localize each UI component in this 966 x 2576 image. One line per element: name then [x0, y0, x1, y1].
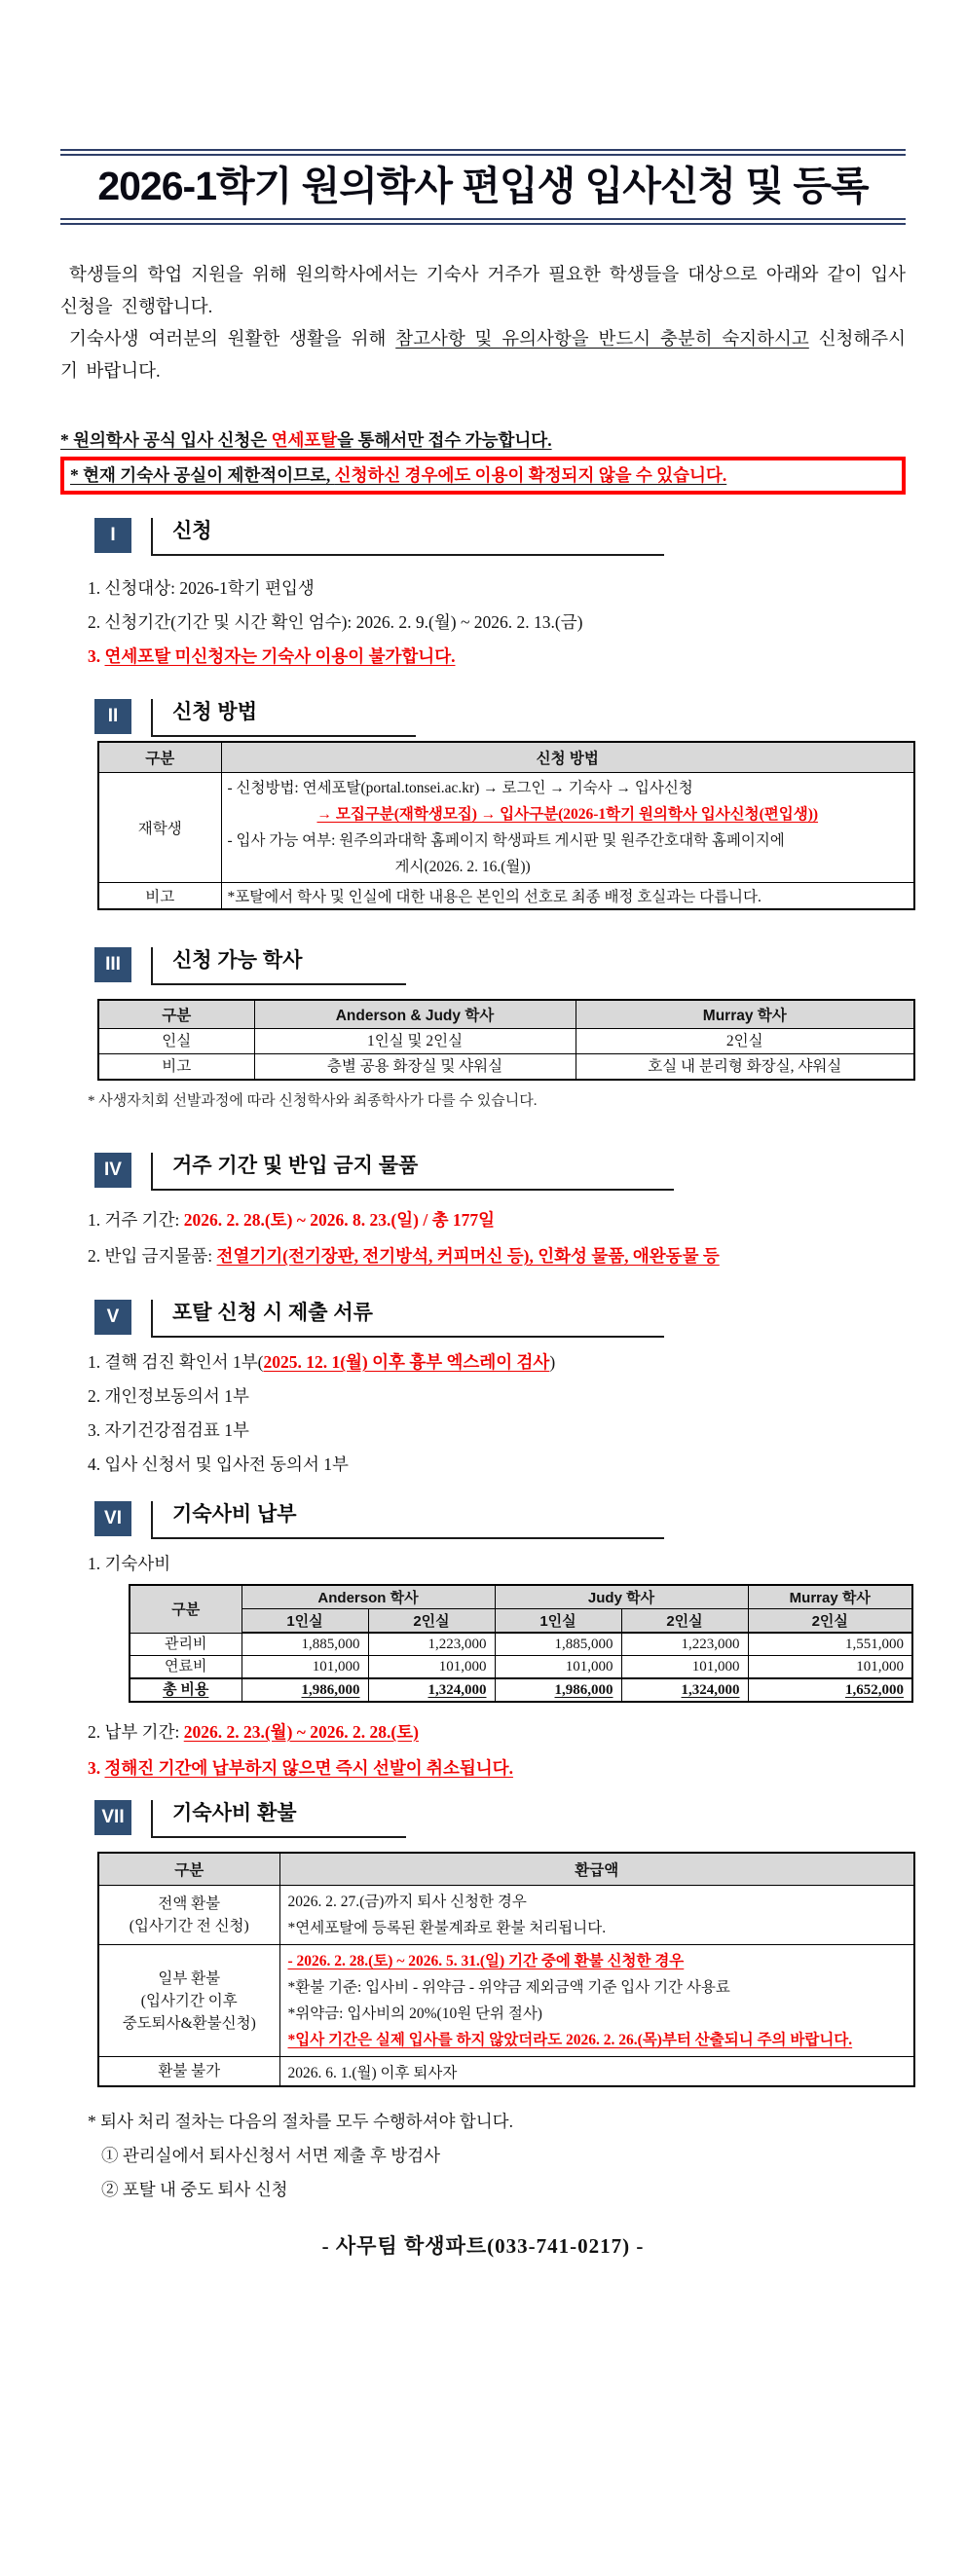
fee-cell — [621, 1678, 748, 1702]
section-6-items — [88, 1714, 906, 1786]
notice2-black: * 현재 기숙사 공실이 제한적이므로, — [70, 465, 335, 485]
payment-period — [88, 1714, 906, 1750]
notice2-red: 신청하신 경우에도 이용이 확정되지 않을 수 있습니다. — [334, 465, 727, 485]
fee-group-anderson: Anderson 학사 — [242, 1585, 495, 1609]
application-warning-num: 3. — [88, 646, 105, 666]
refund-row-partial — [98, 1945, 914, 2057]
section-1-badge: I — [94, 518, 131, 553]
fee-cell: 101,000 — [748, 1656, 912, 1679]
fee-group-header-row — [130, 1585, 912, 1609]
fee-group-judy: Judy 학사 — [495, 1585, 748, 1609]
section-4-title: 거주 기간 및 반입 금지 물품 — [172, 1155, 419, 1177]
dorm-col-category: 구분 — [98, 1000, 254, 1029]
section-application — [60, 518, 906, 674]
dorm-table — [97, 999, 915, 1081]
dorm-note-murray: 호실 내 분리형 화장실, 샤워실 — [576, 1054, 914, 1081]
fee-fuel-label: 연료비 — [130, 1656, 242, 1679]
refund-table — [97, 1852, 915, 2087]
fee-cell: 1,885,000 — [495, 1633, 621, 1656]
dorm-table-header-row — [98, 1000, 914, 1029]
doc-health-checklist: 3. 자기건강점검표 1부 — [88, 1420, 249, 1440]
dorm-note-label: 비고 — [98, 1054, 254, 1081]
section-1-header — [94, 518, 906, 556]
section-2-badge: II — [94, 699, 131, 734]
section-3-badge: III — [94, 947, 131, 982]
fee-cell: 101,000 — [495, 1656, 621, 1679]
doc1-red: 2025. 12. 1(월) 이후 흉부 엑스레이 검사 — [263, 1352, 550, 1372]
refund-full-label-line1: 전액 환불 — [158, 1895, 221, 1912]
refund-none-label: 환불 불가 — [98, 2057, 279, 2087]
section-6-title: 기숙사비 납부 — [172, 1503, 297, 1526]
section-dorms — [60, 947, 906, 1112]
fee-cell — [495, 1678, 621, 1702]
section-method — [60, 699, 906, 910]
fee-total-value: 1,324,000 — [681, 1682, 740, 1698]
method-col-category: 구분 — [98, 742, 221, 773]
dorm-note-aj: 층별 공용 화장실 및 샤워실 — [254, 1054, 576, 1081]
application-target: 1. 신청대상: 2026-1학기 편입생 — [88, 578, 315, 598]
intro-p2-underlined: 참고사항 및 유의사항을 반드시 충분히 숙지하시고 — [395, 330, 809, 350]
section-2-title: 신청 방법 — [172, 701, 257, 723]
fee-total-value: 1,986,000 — [301, 1682, 360, 1698]
doc-tb-certificate — [88, 1345, 906, 1380]
fee-total-label-text: 총 비용 — [163, 1682, 209, 1698]
residence-period-dates: 2026. 2. 28.(토) ~ 2026. 8. 23.(일) / 총 177일 — [183, 1210, 496, 1230]
section-7-header — [94, 1800, 906, 1838]
method-row-note — [98, 883, 914, 910]
contact-footer: - 사무팀 학생파트(033-741-0217) - — [321, 2234, 645, 2258]
fee-sub-murray-2: 2인실 — [748, 1609, 912, 1634]
refund-full-condition: 2026. 2. 27.(금)까지 퇴사 신청한 경우 — [287, 1894, 527, 1910]
section-5-title: 포탈 신청 시 제출 서류 — [172, 1302, 373, 1324]
notice1-suffix: 을 통해서만 접수 가능합니다. — [337, 430, 552, 450]
method-table — [97, 741, 915, 910]
residence-period — [88, 1202, 906, 1238]
section-5-badge: V — [94, 1300, 131, 1335]
method-col-method: 신청 방법 — [221, 742, 914, 773]
doc-application-consent: 4. 입사 신청서 및 입사전 동의서 1부 — [88, 1454, 349, 1474]
intro-paragraph-1: 학생들의 학업 지원을 위해 원의학사에서는 기숙사 거주가 필요한 학생들을 대상으로 아래와 같이 입사 신청을 진행합니다. — [60, 266, 906, 317]
checkout-step-1: ① 관리실에서 퇴사신청서 서면 제출 후 방검사 — [101, 2146, 441, 2165]
intro-p2-suffix: 신청해주시기 바랍니다. — [60, 330, 907, 382]
checkout-step-2: ② 포탈 내 중도 퇴사 신청 — [101, 2180, 288, 2199]
doc1-prefix: 1. 결핵 검진 확인서 1부( — [88, 1352, 264, 1372]
payment-period-label: 2. 납부 기간: — [88, 1722, 184, 1742]
section-7-badge: VII — [94, 1800, 131, 1835]
fee-sub-anderson-1: 1인실 — [242, 1609, 368, 1634]
fee-cell: 1,223,000 — [621, 1633, 748, 1656]
refund-row-full — [98, 1886, 914, 1945]
intro-p2-prefix: 기숙사생 여러분의 원활한 생활을 위해 — [69, 330, 396, 350]
application-warning-text: 연세포탈 미신청자는 기숙사 이용이 불가합니다. — [104, 646, 456, 666]
section-5-items — [88, 1345, 906, 1482]
section-documents — [60, 1300, 906, 1482]
doc1-suffix: ) — [549, 1352, 556, 1372]
method-table-header-row — [98, 742, 914, 773]
refund-partial-formula: *환불 기준: 입사비 - 위약금 - 위약금 제외금액 기준 입사 기간 사용료 — [287, 1979, 730, 1996]
section-payment — [60, 1501, 906, 1786]
intro-section — [60, 260, 906, 388]
dorm-row-capacity — [98, 1029, 914, 1054]
section-refund — [60, 1800, 906, 2207]
fee-subtitle: 1. 기숙사비 — [88, 1554, 171, 1573]
payment-warning-text: 정해진 기간에 납부하지 않으면 즉시 선발이 취소됩니다. — [104, 1758, 513, 1778]
section-3-header — [94, 947, 906, 985]
refund-row-none — [98, 2057, 914, 2087]
section-1-title-wrap — [151, 518, 664, 556]
section-1-items — [88, 571, 906, 674]
dorm-capacity-aj: 1인실 및 2인실 — [254, 1029, 576, 1054]
prohibited-items-label: 2. 반입 금지물품: — [88, 1246, 217, 1266]
fee-cell — [368, 1678, 495, 1702]
refund-col-category: 구분 — [98, 1853, 279, 1886]
intro-paragraph-2 — [60, 324, 906, 388]
fee-total-value: 1,652,000 — [845, 1682, 904, 1698]
refund-full-label — [98, 1886, 279, 1945]
refund-none-text: 2026. 6. 1.(월) 이후 퇴사자 — [279, 2057, 914, 2087]
fee-cell: 1,885,000 — [242, 1633, 368, 1656]
refund-full-account-note: *연세포탈에 등록된 환불계좌로 환불 처리됩니다. — [287, 1920, 607, 1936]
refund-partial-content — [279, 1945, 914, 2057]
payment-warning-num: 3. — [88, 1758, 105, 1778]
refund-col-amount: 환급액 — [279, 1853, 914, 1886]
notice-vacancy-warning-box — [60, 457, 906, 495]
method-result-date: 게시(2026. 2. 16.(월)) — [394, 859, 531, 875]
fee-cell: 1,551,000 — [748, 1633, 912, 1656]
fee-subheader-row — [130, 1609, 912, 1634]
title-banner — [60, 149, 906, 225]
fee-cell: 101,000 — [368, 1656, 495, 1679]
section-4-items — [88, 1202, 906, 1274]
fee-cell — [242, 1678, 368, 1702]
refund-partial-label-line1: 일부 환불 — [158, 1969, 221, 1987]
application-period: 2. 신청기간(기간 및 시간 확인 엄수): 2026. 2. 9.(월) ~ 2026. 2. 13.(금) — [88, 612, 583, 632]
payment-period-dates: 2026. 2. 23.(월) ~ 2026. 2. 28.(토) — [183, 1722, 419, 1742]
dorm-col-anderson-judy: Anderson & Judy 학사 — [254, 1000, 576, 1029]
section-5-header — [94, 1300, 906, 1338]
notice1-highlight: 연세포탈 — [271, 430, 338, 450]
section-7-title-wrap — [151, 1800, 406, 1838]
dorm-capacity-label: 인실 — [98, 1029, 254, 1054]
section-6-badge: VI — [94, 1501, 131, 1536]
section-2-header — [94, 699, 906, 737]
method-row-enrolled — [98, 773, 914, 883]
method-note-text: *포탈에서 학사 및 인실에 대한 내용은 본인의 선호로 최종 배정 호실과는 다릅니다. — [221, 883, 914, 910]
dorm-capacity-murray: 2인실 — [576, 1029, 914, 1054]
section-2-title-wrap — [151, 699, 416, 737]
refund-partial-warning: *입사 기간은 실제 입사를 하지 않았더라도 2026. 2. 26.(목)부터 산출되니 주의 바랍니다. — [287, 2032, 853, 2048]
fee-sub-judy-1: 1인실 — [495, 1609, 621, 1634]
page-title: 2026-1학기 원의학사 편입생 입사신청 및 등록 — [97, 164, 869, 208]
section-5-title-wrap — [151, 1300, 664, 1338]
fee-row-maintenance — [130, 1633, 912, 1656]
refund-partial-period: - 2026. 2. 28.(토) ~ 2026. 5. 31.(일) 기간 중에 환불 신청한 경우 — [287, 1953, 685, 1969]
fee-row-fuel — [130, 1656, 912, 1679]
method-step-highlight: → 모집구분(재학생모집) → 입사구분(2026-1학기 원의학사 입사신청(편입생)) — [316, 806, 819, 823]
refund-partial-label-line3: 중도퇴사&환불신청) — [122, 2014, 256, 2032]
section-1-title: 신청 — [172, 520, 212, 542]
prohibited-items-list: 전열기기(전기장판, 전기방석, 커피머신 등), 인화성 물품, 애완동물 등 — [216, 1246, 720, 1266]
method-row-label: 재학생 — [98, 773, 221, 883]
payment-warning — [88, 1750, 906, 1786]
fee-cell — [748, 1678, 912, 1702]
notice-block — [60, 427, 906, 495]
fee-col-category: 구분 — [130, 1585, 242, 1633]
fee-cell: 101,000 — [242, 1656, 368, 1679]
method-result-line: - 입사 가능 여부: 원주의과대학 홈페이지 학생파트 게시판 및 원주간호대학 홈페이지에 — [227, 832, 785, 849]
method-note-label: 비고 — [98, 883, 221, 910]
section-6-title-wrap — [151, 1501, 664, 1539]
title-rule-bottom — [60, 218, 906, 225]
fee-sub-anderson-2: 2인실 — [368, 1609, 495, 1634]
fee-total-value: 1,986,000 — [554, 1682, 613, 1698]
dorm-row-note — [98, 1054, 914, 1081]
checkout-procedure-notes — [88, 2105, 906, 2207]
refund-full-content — [279, 1886, 914, 1945]
method-row-content — [221, 773, 914, 883]
refund-full-label-line2: (입사기간 전 신청) — [129, 1918, 249, 1934]
section-3-title: 신청 가능 학사 — [172, 949, 303, 972]
fee-group-murray: Murray 학사 — [748, 1585, 912, 1609]
residence-period-label: 1. 거주 기간: — [88, 1210, 184, 1230]
notice-portal-only — [60, 427, 906, 454]
section-period-items — [60, 1153, 906, 1274]
dorm-col-murray: Murray 학사 — [576, 1000, 914, 1029]
dorm-footnote: * 사생자치회 선발과정에 따라 신청학사와 최종학사가 다를 수 있습니다. — [88, 1093, 538, 1109]
checkout-note-intro: * 퇴사 처리 절차는 다음의 절차를 모두 수행하셔야 합니다. — [88, 2112, 513, 2131]
fee-total-label — [130, 1678, 242, 1702]
title-rule-top — [60, 149, 906, 156]
method-step-line: - 신청방법: 연세포탈(portal.tonsei.ac.kr) → 로그인 → 기숙사 → 입사신청 — [227, 780, 693, 796]
fee-maintenance-label: 관리비 — [130, 1633, 242, 1656]
fee-row-total — [130, 1678, 912, 1702]
section-4-title-wrap — [151, 1153, 674, 1191]
fee-cell: 1,223,000 — [368, 1633, 495, 1656]
notice1-prefix: * 원의학사 공식 입사 신청은 — [60, 430, 272, 450]
refund-partial-label-line2: (입사기간 이후 — [140, 1992, 238, 2009]
prohibited-items — [88, 1238, 906, 1274]
application-warning — [88, 640, 906, 674]
fee-cell: 101,000 — [621, 1656, 748, 1679]
fee-total-value: 1,324,000 — [427, 1682, 487, 1698]
refund-partial-penalty: *위약금: 입사비의 20%(10원 단위 절사) — [287, 2006, 542, 2022]
section-6-header — [94, 1501, 906, 1539]
section-4-header — [94, 1153, 906, 1191]
section-7-title: 기숙사비 환불 — [172, 1802, 297, 1824]
fee-sub-judy-2: 2인실 — [621, 1609, 748, 1634]
refund-partial-label — [98, 1945, 279, 2057]
doc-privacy-consent: 2. 개인정보동의서 1부 — [88, 1386, 249, 1406]
section-4-badge: IV — [94, 1153, 131, 1188]
fee-table — [129, 1584, 913, 1703]
section-3-title-wrap — [151, 947, 406, 985]
refund-header-row — [98, 1853, 914, 1886]
